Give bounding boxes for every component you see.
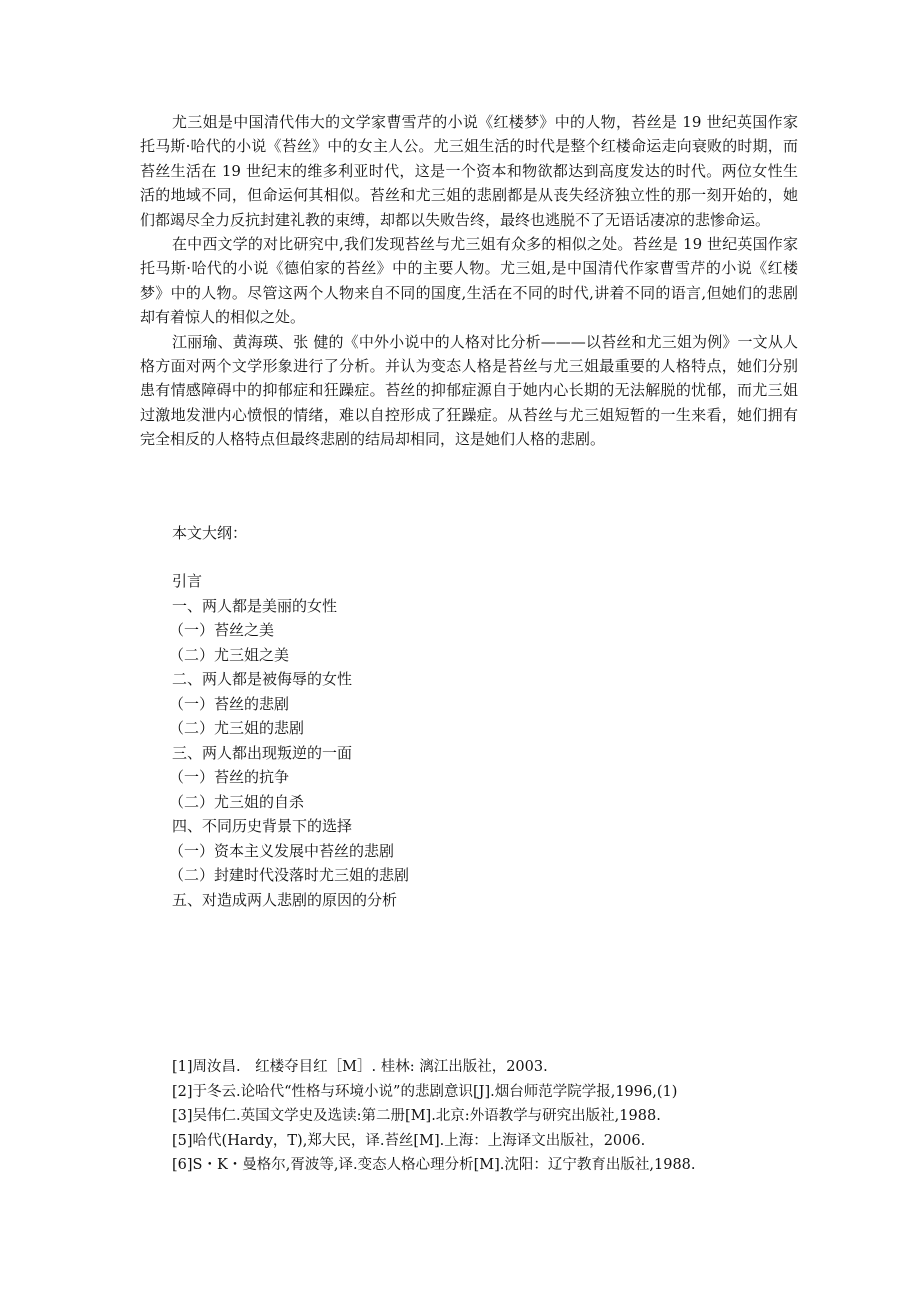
- outline-item: 引言: [172, 572, 203, 590]
- outline-label: 本文大纲：: [172, 524, 248, 542]
- outline-item: （一）资本主义发展中苔丝的悲剧: [169, 841, 395, 860]
- intro-paragraph-3: 江丽瑜、黄海瑛、张 健的《中外小说中的人格对比分析———以苔丝和尤三姐为例》一文从人格方面对两个文学形象进行了分析。并认为变态人格是苔丝与尤三姐最重要的人格特点，她们分别患有情感障碍中的抑郁症和狂躁症。苔丝的抑郁症源自于她内心长期的无法解脱的忧郁，而尤三姐过激地发泄内心愤恨的情绪，难以自控形成了狂躁症。从苔丝与尤三姐短暂的一生来看，她们拥有完全相反的人格特点但最终悲剧的结局却相同，这是她们人格的悲剧。: [140, 332, 798, 449]
- intro-section: [140, 110, 798, 452]
- references-list: [172, 1055, 696, 1178]
- reference-item: [1]周汝昌. 红楼夺目红［M］. 桂林: 漓江出版社，2003.: [172, 1059, 548, 1075]
- reference-item: [2]于冬云.论哈代“性格与环境小说”的悲剧意识[J].烟台师范学院学报,1996,(1): [172, 1083, 678, 1100]
- reference-item: [3]吴伟仁.英国文学史及选读:第二册[M].北京:外语教学与研究出版社,1988.: [172, 1108, 661, 1124]
- outline-item: （一）苔丝的抗争: [169, 768, 290, 786]
- reference-item: [5]哈代(Hardy，T),郑大民，译.苔丝[M].上海：上海译文出版社，2006.: [172, 1132, 646, 1149]
- outline-item: 四、不同历史背景下的选择: [172, 817, 353, 835]
- outline-item: 二、两人都是被侮辱的女性: [172, 670, 353, 688]
- outline-list: [169, 569, 410, 912]
- outline-item: （一）苔丝的悲剧: [169, 694, 290, 713]
- outline-item: （二）尤三姐的自杀: [169, 792, 305, 811]
- intro-paragraph-2: 在中西文学的对比研究中,我们发现苔丝与尤三姐有众多的相似之处。苔丝是 19 世纪英国作家托马斯·哈代的小说《德伯家的苔丝》中的主要人物。尤三姐,是中国清代作家曹雪芹的小说《红楼梦》中的人物。尽管这两个人物来自不同的国度,生活在不同的时代,讲着不同的语言,但她们的悲剧却有着惊人的相似之处。: [140, 235, 798, 327]
- outline-item: （二）尤三姐之美: [169, 645, 290, 664]
- intro-paragraph-1: 尤三姐是中国清代伟大的文学家曹雪芹的小说《红楼梦》中的人物，苔丝是 19 世纪英国作家托马斯·哈代的小说《苔丝》中的女主人公。尤三姐生活的时代是整个红楼命运走向衰败的时期，而苔丝生活在 19 世纪末的维多利亚时代，这是一个资本和物欲都达到高度发达的时代。两位女性生活的地域不同，但命运何其相似。苔丝和尤三姐的悲剧都是从丧失经济独立性的那一刻开始的，她们都竭尽全力反抗封建礼教的束缚，却都以失败告终，最终也逃脱不了无语话凄凉的悲惨命运。: [140, 113, 798, 229]
- outline-item: （二）封建时代没落时尤三姐的悲剧: [169, 866, 410, 884]
- outline-item: 三、两人都出现叛逆的一面: [172, 743, 353, 762]
- outline-item: 五、对造成两人悲剧的原因的分析: [172, 890, 398, 909]
- outline-item: （一）苔丝之美: [169, 621, 275, 639]
- reference-item: [6]S・K・曼格尔,胥波等,译.变态人格心理分析[M].沈阳：辽宁教育出版社,1988.: [172, 1157, 696, 1173]
- outline-item: （二）尤三姐的悲剧: [169, 719, 305, 737]
- outline-item: 一、两人都是美丽的女性: [172, 596, 338, 615]
